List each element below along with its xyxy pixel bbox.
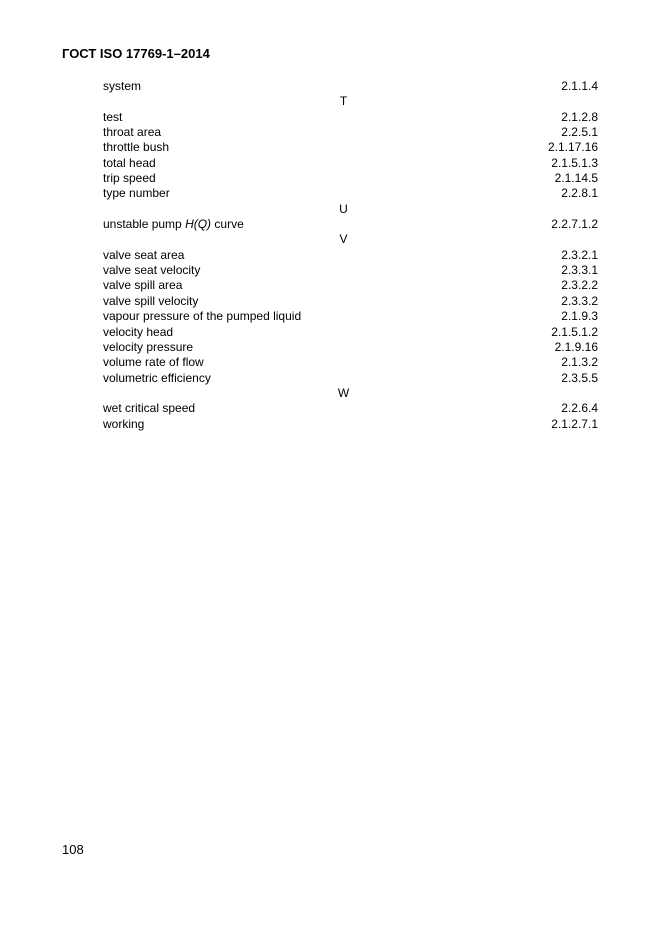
index-entry xyxy=(103,355,598,370)
index-clause-ref: 2.3.2.1 xyxy=(561,247,598,262)
index-term: trip speed xyxy=(103,171,156,186)
index-clause-ref: 2.3.5.5 xyxy=(561,370,598,385)
document-header: ГОСТ ISO 17769-1–2014 xyxy=(62,46,210,61)
index-term: vapour pressure of the pumped liquid xyxy=(103,309,302,324)
index-clause-ref: 2.2.6.4 xyxy=(561,401,598,416)
index-clause-ref: 2.1.1.4 xyxy=(561,79,598,93)
index-clause-ref: 2.3.2.2 xyxy=(561,278,598,293)
index-entry xyxy=(103,325,598,340)
index-clause-ref: 2.1.2.7.1 xyxy=(551,416,598,431)
term-index xyxy=(103,79,598,432)
index-entry xyxy=(103,278,598,293)
index-term: valve spill velocity xyxy=(103,293,199,308)
index-term: throttle bush xyxy=(103,140,170,155)
index-entry xyxy=(103,110,598,125)
index-entry xyxy=(103,309,598,324)
index-term: wet critical speed xyxy=(103,401,196,416)
index-term: valve seat area xyxy=(103,247,185,262)
index-letter-heading: T xyxy=(339,94,348,109)
index-term: velocity pressure xyxy=(103,339,194,354)
index-clause-ref: 2.1.3.2 xyxy=(561,355,598,370)
index-clause-ref: 2.2.5.1 xyxy=(561,125,598,140)
page-number: 108 xyxy=(62,842,84,857)
index-term: valve spill area xyxy=(103,278,183,293)
index-entry xyxy=(103,401,598,416)
index-entry xyxy=(103,217,598,232)
index-entry xyxy=(103,294,598,309)
index-clause-ref: 2.2.7.1.2 xyxy=(551,217,598,232)
index-clause-ref: 2.1.14.5 xyxy=(554,171,598,186)
index-term: throat area xyxy=(103,125,162,140)
index-clause-ref: 2.1.17.16 xyxy=(547,140,598,155)
index-term: velocity head xyxy=(103,324,174,339)
index-term-part: curve xyxy=(211,217,244,232)
index-term: working xyxy=(103,416,145,431)
index-term: volumetric efficiency xyxy=(103,370,211,385)
index-clause-ref: 2.3.3.2 xyxy=(561,293,598,308)
index-entry xyxy=(103,371,598,386)
index-clause-ref: 2.1.5.1.2 xyxy=(551,324,598,339)
index-clause-ref: 2.1.9.3 xyxy=(561,309,598,324)
index-term-italic: H(Q) xyxy=(185,217,212,232)
index-entry xyxy=(103,171,598,186)
index-letter-heading: U xyxy=(339,201,348,216)
index-entry xyxy=(103,263,598,278)
index-entry xyxy=(103,79,598,94)
index-entry xyxy=(103,125,598,140)
index-letter-heading: W xyxy=(337,385,350,400)
index-entry xyxy=(103,156,598,171)
index-term: valve seat velocity xyxy=(103,263,201,278)
index-clause-ref: 2.1.2.8 xyxy=(561,109,598,124)
index-term: system xyxy=(103,79,142,93)
index-term xyxy=(103,217,244,232)
index-term: type number xyxy=(103,186,170,201)
index-term: test xyxy=(103,109,123,124)
index-entry xyxy=(103,140,598,155)
index-clause-ref: 2.2.8.1 xyxy=(561,186,598,201)
index-entry xyxy=(103,186,598,201)
index-entry xyxy=(103,417,598,432)
index-entry xyxy=(103,340,598,355)
index-term: total head xyxy=(103,155,156,170)
index-term: volume rate of flow xyxy=(103,355,204,370)
index-clause-ref: 2.1.5.1.3 xyxy=(551,155,598,170)
index-entry xyxy=(103,248,598,263)
index-clause-ref: 2.3.3.1 xyxy=(561,263,598,278)
index-clause-ref: 2.1.9.16 xyxy=(554,339,598,354)
index-term-part: unstable pump xyxy=(103,217,186,232)
index-letter-heading: V xyxy=(339,232,348,247)
